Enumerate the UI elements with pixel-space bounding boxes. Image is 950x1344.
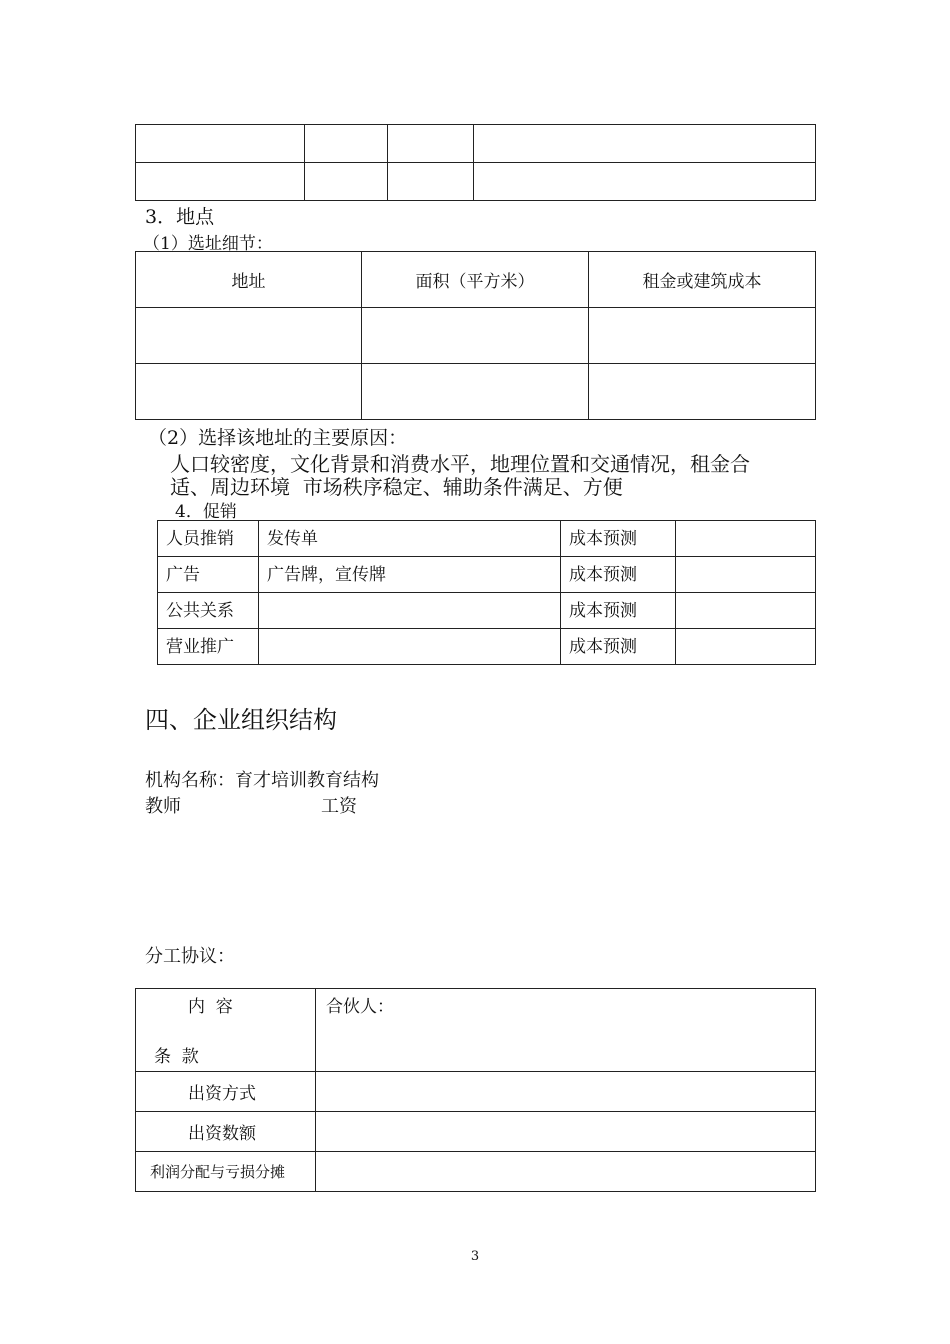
table-row bbox=[136, 1072, 816, 1112]
table-row bbox=[136, 163, 816, 201]
table-row bbox=[136, 1112, 816, 1152]
promo-method: 广告牌，宣传牌 bbox=[259, 557, 561, 593]
promo-cost bbox=[676, 521, 816, 557]
promo-cost-label: 成本预测 bbox=[561, 629, 676, 665]
promo-cost bbox=[676, 593, 816, 629]
partner-cell bbox=[316, 989, 816, 1072]
row-label: 出资数额 bbox=[136, 1112, 316, 1152]
top-continuation-table bbox=[135, 124, 816, 201]
promo-type: 人员推销 bbox=[158, 521, 259, 557]
salary-label: 工资 bbox=[321, 796, 357, 817]
table-row bbox=[136, 1152, 816, 1192]
promo-type: 公共关系 bbox=[158, 593, 259, 629]
table-row bbox=[136, 125, 816, 163]
division-agreement-label: 分工协议： bbox=[145, 946, 235, 967]
header-area: 面积（平方米） bbox=[362, 252, 589, 308]
header-content: 内 容 bbox=[188, 997, 233, 1017]
promo-cost-label: 成本预测 bbox=[561, 557, 676, 593]
org-name: 机构名称：育才培训教育结构 bbox=[145, 770, 379, 791]
section-heading-location: 3．地点 bbox=[145, 206, 215, 228]
page-number: 3 bbox=[470, 1249, 480, 1264]
subheading-site-details: （1）选址细节： bbox=[143, 234, 273, 254]
section-heading-promotion: 4．促销 bbox=[175, 502, 237, 522]
promo-cost-label: 成本预测 bbox=[561, 521, 676, 557]
site-details-table bbox=[135, 251, 816, 420]
promo-cost-label: 成本预测 bbox=[561, 593, 676, 629]
promo-cost bbox=[676, 629, 816, 665]
header-address: 地址 bbox=[136, 252, 362, 308]
promo-method: 发传单 bbox=[259, 521, 561, 557]
subheading-reasons: （2）选择该地址的主要原因： bbox=[148, 427, 408, 449]
table-row bbox=[158, 557, 816, 593]
promo-method bbox=[259, 629, 561, 665]
promotion-table bbox=[157, 520, 816, 665]
header-rent-cost: 租金或建筑成本 bbox=[589, 252, 816, 308]
reason-text-line1: 人口较密度，文化背景和消费水平，地理位置和交通情况，租金合 bbox=[170, 452, 750, 476]
row-label: 出资方式 bbox=[136, 1072, 316, 1112]
agreement-table bbox=[135, 988, 816, 1192]
table-row bbox=[158, 521, 816, 557]
row-label: 利润分配与亏损分摊 bbox=[136, 1152, 316, 1192]
teacher-label: 教师 bbox=[145, 796, 181, 817]
promo-type: 营业推广 bbox=[158, 629, 259, 665]
section-heading-org-structure: 四、企业组织结构 bbox=[145, 706, 337, 734]
diagonal-header-cell bbox=[136, 989, 316, 1072]
promo-cost bbox=[676, 557, 816, 593]
partner-label: 合伙人： bbox=[326, 997, 394, 1017]
table-header-row bbox=[136, 989, 816, 1072]
table-row bbox=[158, 629, 816, 665]
promo-method bbox=[259, 593, 561, 629]
header-clause: 条 款 bbox=[154, 1047, 199, 1067]
table-row bbox=[136, 308, 816, 364]
table-header-row bbox=[136, 252, 816, 308]
table-row bbox=[136, 364, 816, 420]
promo-type: 广告 bbox=[158, 557, 259, 593]
table-row bbox=[158, 593, 816, 629]
reason-text-line2: 适、周边环境 市场秩序稳定、辅助条件满足、方便 bbox=[170, 475, 623, 499]
